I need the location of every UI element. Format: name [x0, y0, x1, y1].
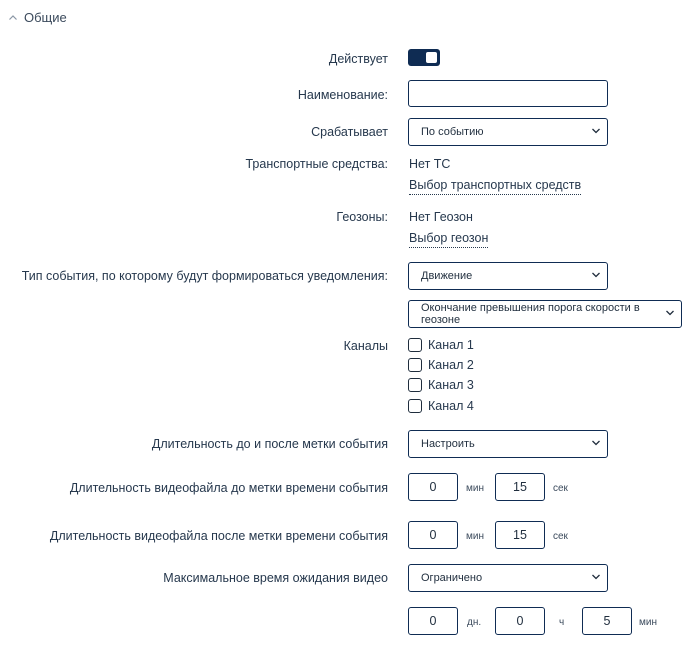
channel-4-checkbox[interactable]	[408, 399, 422, 413]
after-seconds-input[interactable]	[495, 521, 545, 549]
event-type-select[interactable]	[408, 262, 608, 290]
channel-1[interactable]	[408, 338, 474, 352]
vehicles-label: Транспортные средства:	[245, 157, 388, 171]
max-wait-hours-unit: ч	[559, 617, 565, 628]
active-label: Действует	[328, 52, 388, 66]
active-toggle[interactable]	[408, 49, 440, 66]
name-input[interactable]	[408, 80, 608, 107]
channel-1-label: Канал 1	[428, 338, 474, 352]
chevron-up-icon	[8, 13, 18, 23]
event-subtype-select[interactable]	[408, 300, 682, 328]
max-wait-days-input[interactable]	[408, 607, 458, 635]
max-wait-selected: Ограничено	[421, 572, 483, 584]
geozones-value: Нет Геозон	[409, 210, 473, 224]
channel-2-label: Канал 2	[428, 358, 474, 372]
channel-3-checkbox[interactable]	[408, 378, 422, 392]
before-seconds-unit: сек	[553, 483, 568, 494]
max-wait-days-unit: дн.	[467, 617, 482, 628]
max-wait-minutes-unit: мин	[639, 617, 657, 628]
max-wait-hours-input[interactable]	[495, 607, 545, 635]
duration-around-select[interactable]	[408, 430, 608, 458]
section-general-header[interactable]	[8, 10, 67, 25]
max-wait-minutes-input[interactable]	[582, 607, 632, 635]
event-type-selected: Движение	[421, 270, 473, 282]
chevron-down-icon	[591, 126, 601, 139]
before-minutes-input[interactable]	[408, 473, 458, 501]
before-minutes-unit: мин	[466, 483, 484, 494]
channel-3[interactable]	[408, 378, 474, 392]
max-wait-label: Максимальное время ожидания видео	[163, 571, 388, 585]
name-label: Наименование:	[297, 88, 388, 102]
max-wait-select[interactable]	[408, 564, 608, 592]
event-subtype-selected: Окончание превышения порога скорости в геозоне	[421, 302, 640, 326]
section-title: Общие	[24, 10, 67, 25]
duration-around-label: Длительность до и после метки события	[151, 437, 388, 451]
before-seconds-input[interactable]	[495, 473, 545, 501]
trigger-label: Срабатывает	[311, 125, 388, 139]
channel-4-label: Канал 4	[428, 399, 474, 413]
select-geozones-link[interactable]: Выбор геозон	[409, 231, 488, 248]
vehicles-value: Нет ТС	[409, 157, 451, 171]
chevron-down-icon	[591, 572, 601, 585]
channel-2-checkbox[interactable]	[408, 358, 422, 372]
after-label: Длительность видеофайла после метки времени события	[49, 529, 388, 543]
duration-around-selected: Настроить	[421, 438, 475, 450]
trigger-select[interactable]	[408, 118, 608, 146]
geozones-label: Геозоны:	[336, 210, 388, 224]
chevron-down-icon	[591, 438, 601, 451]
select-vehicles-link[interactable]: Выбор транспортных средств	[409, 178, 581, 195]
after-minutes-input[interactable]	[408, 521, 458, 549]
channel-1-checkbox[interactable]	[408, 338, 422, 352]
chevron-down-icon	[665, 308, 675, 321]
channel-3-label: Канал 3	[428, 378, 474, 392]
event-type-label: Тип события, по которому будут формироваться уведомления:	[21, 269, 388, 283]
channels-label: Каналы	[343, 339, 388, 353]
trigger-selected: По событию	[421, 126, 484, 138]
channel-2[interactable]	[408, 358, 474, 372]
after-seconds-unit: сек	[553, 531, 568, 542]
before-label: Длительность видеофайла до метки времени события	[69, 481, 388, 495]
channel-4[interactable]	[408, 399, 474, 413]
after-minutes-unit: мин	[466, 531, 484, 542]
toggle-knob	[426, 52, 437, 63]
chevron-down-icon	[591, 270, 601, 283]
